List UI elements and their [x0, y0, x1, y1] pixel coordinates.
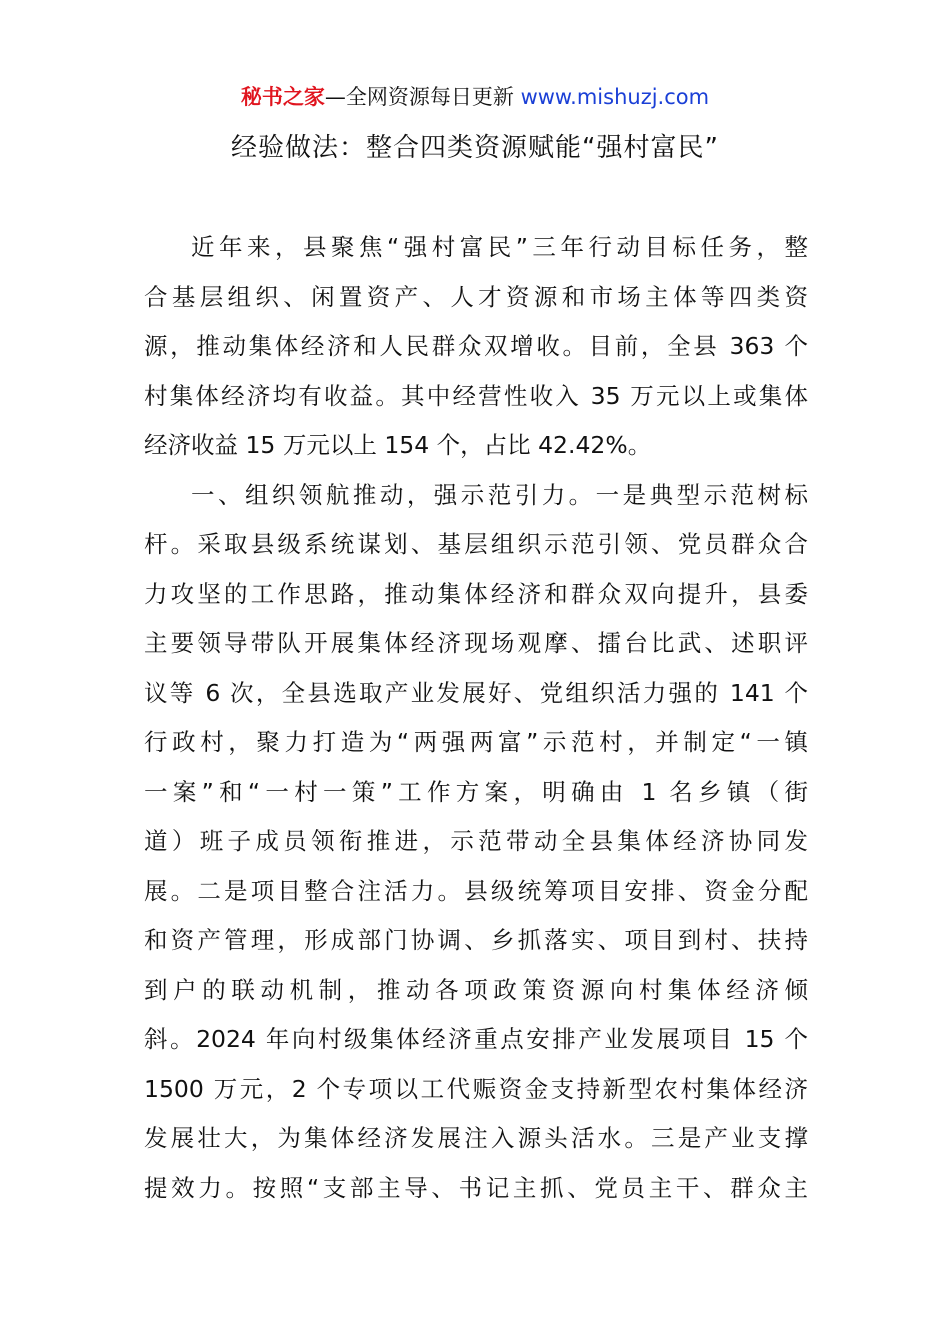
text-line: 合基层组织、闲置资产、人才资源和市场主体等四类资 [144, 282, 808, 311]
text-line: 提效力。按照“支部主导、书记主抓、党员主干、群众主 [144, 1173, 808, 1202]
text-line: 源，推动集体经济和人民群众双增收。目前，全县 363 个 [144, 332, 808, 360]
text-line: 力攻坚的工作思路，推动集体经济和群众双向提升，县委 [144, 579, 808, 608]
text-line: 主要领导带队开展集体经济现场观摩、擂台比武、述职评 [144, 629, 808, 657]
document-title: 经验做法：整合四类资源赋能“强村富民” [231, 133, 719, 163]
site-header [0, 80, 950, 114]
site-name: 秘书之家 [240, 85, 325, 109]
document-body [144, 223, 808, 1213]
text-line: 1500 万元，2 个专项以工代赈资金支持新型农村集体经济 [144, 1074, 808, 1103]
site-tagline: —全网资源每日更新 [324, 85, 514, 109]
text-line: 村集体经济均有收益。其中经营性收入 35 万元以上或集体 [144, 381, 808, 410]
text-line: 和资产管理，形成部门协调、乡抓落实、项目到村、扶持 [144, 926, 808, 954]
text-line: 到户的联动机制，推动各项政策资源向村集体经济倾 [144, 975, 808, 1004]
text-line: 发展壮大，为集体经济发展注入源头活水。三是产业支撑 [144, 1124, 808, 1152]
text-line: 一、组织领航推动，强示范引力。一是典型示范树标 [191, 480, 808, 509]
text-line: 斜。2024 年向村级集体经济重点安排产业发展项目 15 个 [144, 1025, 808, 1053]
text-line: 杆。采取县级系统谋划、基层组织示范引领、党员群众合 [144, 530, 808, 558]
text-line: 道）班子成员领衔推进，示范带动全县集体经济协同发 [144, 827, 808, 855]
text-line: 展。二是项目整合注活力。县级统筹项目安排、资金分配 [144, 876, 808, 905]
text-line: 近年来，县聚焦“强村富民”三年行动目标任务，整 [191, 233, 808, 261]
site-url-link[interactable]: www.mishuzj.com [520, 85, 710, 109]
paragraph [144, 471, 808, 1214]
text-line: 行政村，聚力打造为“两强两富”示范村，并制定“一镇 [144, 728, 808, 756]
text-line: 一案”和“一村一策”工作方案，明确由 1 名乡镇（街 [144, 777, 808, 806]
paragraph [144, 223, 808, 471]
text-line: 议等 6 次，全县选取产业发展好、党组织活力强的 141 个 [144, 678, 808, 707]
text-line: 经济收益 15 万元以上 154 个，占比 42.42%。 [144, 431, 652, 459]
